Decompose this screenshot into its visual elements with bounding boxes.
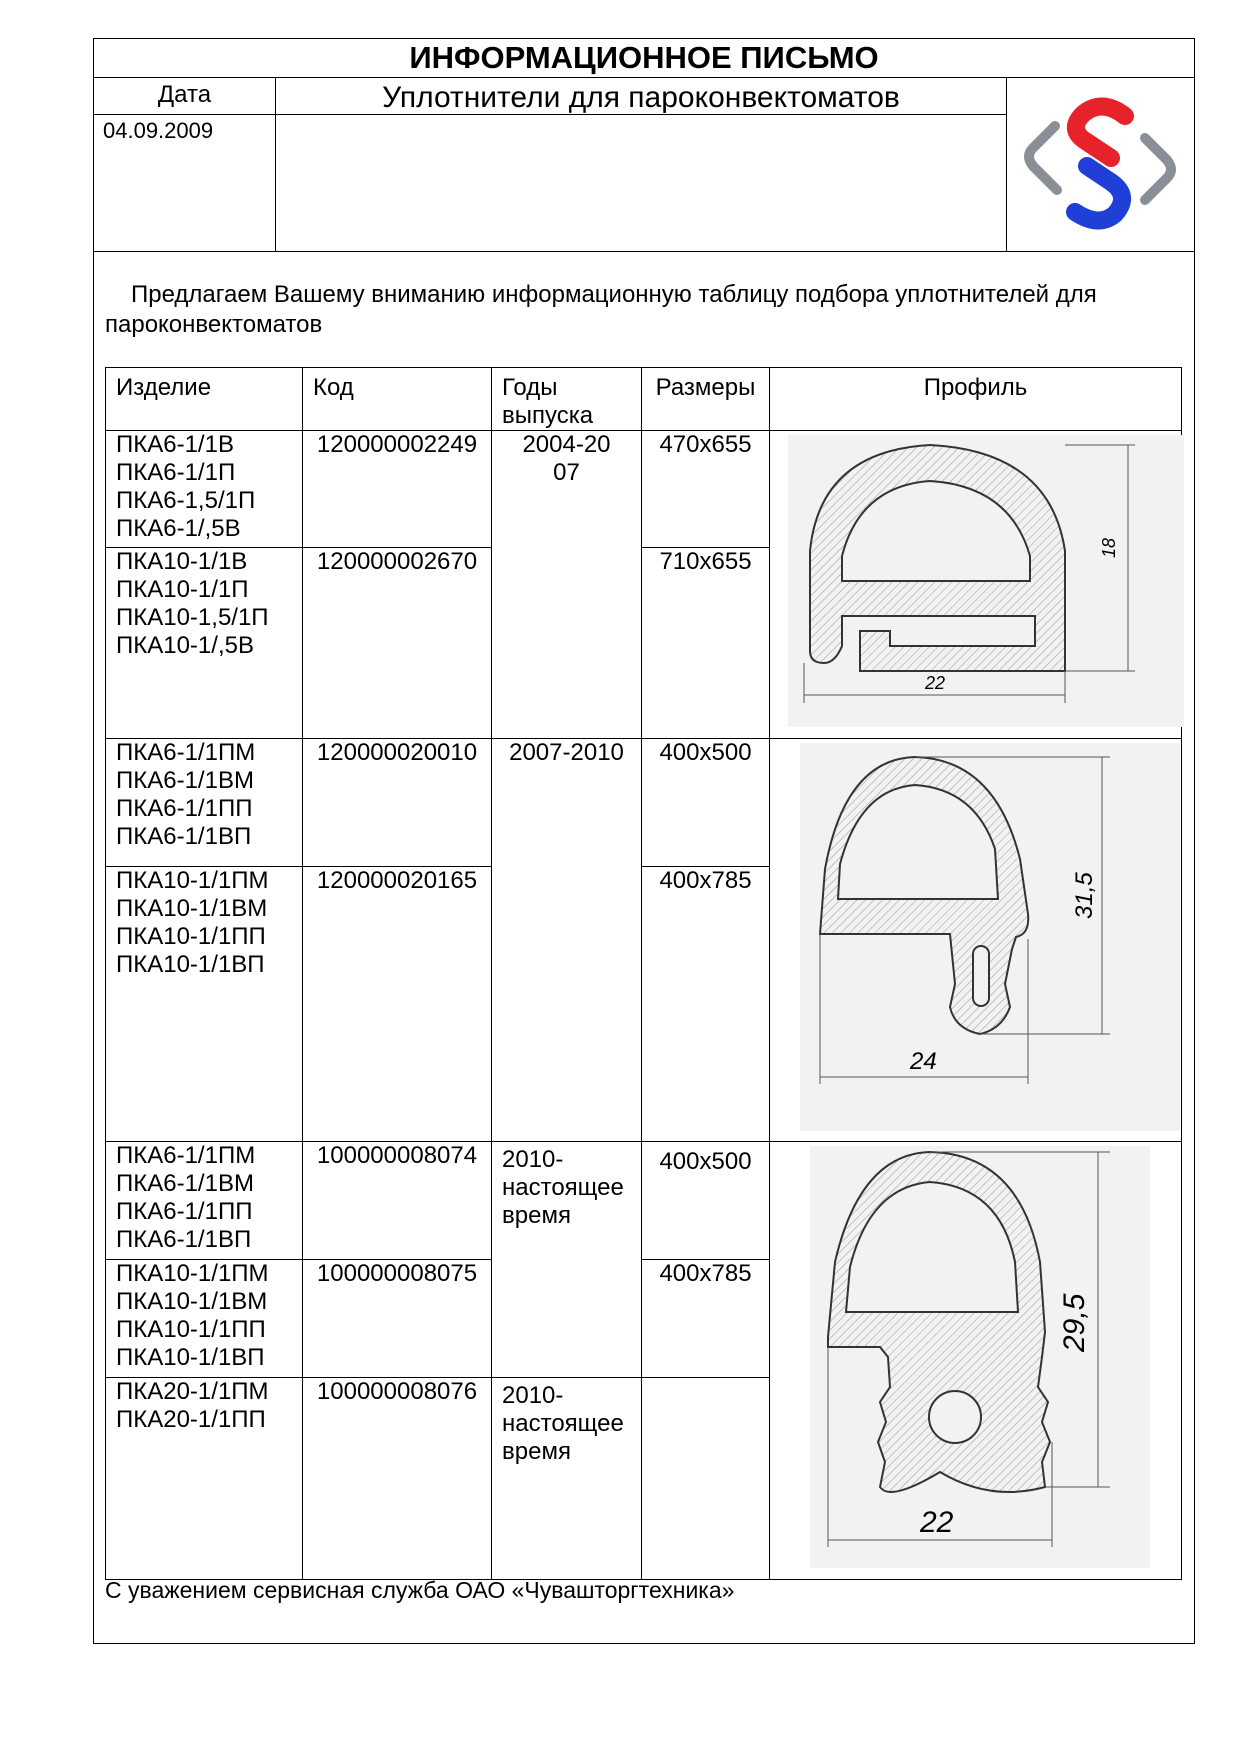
item-code: 120000002249 xyxy=(303,431,492,548)
profile-drawing-cell xyxy=(770,1142,1182,1580)
item-list: ПКА10-1/1В ПКА10-1/1П ПКА10-1,5/1П ПКА10-1/,5В xyxy=(106,547,303,738)
item-list: ПКА10-1/1ПМ ПКА10-1/1ВМ ПКА10-1/1ПП ПКА10-1/1ВП xyxy=(106,867,303,1142)
item-list: ПКА6-1/1ПМ ПКА6-1/1ВМ ПКА6-1/1ПП ПКА6-1/1ВП xyxy=(106,739,303,867)
item-size: 400x785 xyxy=(642,867,770,1142)
item-size: 400x500 xyxy=(642,1142,770,1260)
item-size xyxy=(642,1378,770,1580)
col-item-header: Изделие xyxy=(106,368,303,431)
item-code: 100000008076 xyxy=(303,1378,492,1580)
item-code: 100000008075 xyxy=(303,1260,492,1378)
profile-3-width-label: 22 xyxy=(920,1506,954,1539)
item-list: ПКА6-1/1В ПКА6-1/1П ПКА6-1,5/1П ПКА6-1/,5В xyxy=(106,431,303,548)
item-code: 120000002670 xyxy=(303,547,492,738)
letter-title: ИНФОРМАЦИОННОЕ ПИСЬМО xyxy=(93,38,1195,78)
seal-selection-table xyxy=(105,367,1182,1580)
profile-drawing-cell xyxy=(770,431,1182,739)
seal-profile-drawing-2 xyxy=(780,739,1190,1134)
col-code-header: Код xyxy=(303,368,492,431)
item-code: 120000020010 xyxy=(303,739,492,867)
profile-3-height-label: 29,5 xyxy=(1058,1293,1091,1352)
item-size: 400x785 xyxy=(642,1260,770,1378)
col-years-header: Годы выпуска xyxy=(492,368,642,431)
release-years: 2007-2010 xyxy=(492,739,642,1142)
company-logo-s-icon xyxy=(1007,78,1193,250)
release-years: 2010-настоящее время xyxy=(492,1142,642,1378)
release-years: 2010-настоящее время xyxy=(492,1378,642,1580)
item-size: 710x655 xyxy=(642,547,770,738)
seal-profile-drawing-1 xyxy=(780,431,1190,731)
col-sizes-header: Размеры xyxy=(642,368,770,431)
closing-signature: С уважением сервисная служба ОАО «Чувашторгтехника» xyxy=(105,1577,735,1603)
profile-drawing-cell xyxy=(770,739,1182,1142)
item-list: ПКА20-1/1ПМ ПКА20-1/1ПП xyxy=(106,1378,303,1580)
table-row xyxy=(106,1142,1182,1260)
header-divider xyxy=(93,251,1195,252)
item-list: ПКА6-1/1ПМ ПКА6-1/1ВМ ПКА6-1/1ПП ПКА6-1/1ВП xyxy=(106,1142,303,1260)
seal-profile-drawing-3 xyxy=(780,1142,1190,1572)
profile-2-height-label: 31,5 xyxy=(1071,872,1098,919)
table-row xyxy=(106,431,1182,548)
profile-2-width-label: 24 xyxy=(910,1048,937,1075)
table-row xyxy=(106,739,1182,867)
item-list: ПКА10-1/1ПМ ПКА10-1/1ВМ ПКА10-1/1ПП ПКА10-1/1ВП xyxy=(106,1260,303,1378)
profile-1-width-label: 22 xyxy=(925,673,946,693)
profile-1-height-label: 18 xyxy=(1099,537,1119,558)
item-size: 470x655 xyxy=(642,431,770,548)
item-code: 120000020165 xyxy=(303,867,492,1142)
release-years: 2004-2007 xyxy=(492,431,642,739)
intro-text: Предлагаем Вашему вниманию информационную таблицу подбора уплотнителей для пароконвектоматов xyxy=(105,281,1097,338)
date-label: Дата xyxy=(93,78,276,115)
letter-subject: Уплотнители для пароконвектоматов xyxy=(276,78,1006,115)
date-value: 04.09.2009 xyxy=(103,118,214,143)
col-profile-header: Профиль xyxy=(770,368,1182,431)
item-size: 400x500 xyxy=(642,739,770,867)
table-header-row xyxy=(106,368,1182,431)
logo-cell xyxy=(1006,78,1195,252)
item-code: 100000008074 xyxy=(303,1142,492,1260)
